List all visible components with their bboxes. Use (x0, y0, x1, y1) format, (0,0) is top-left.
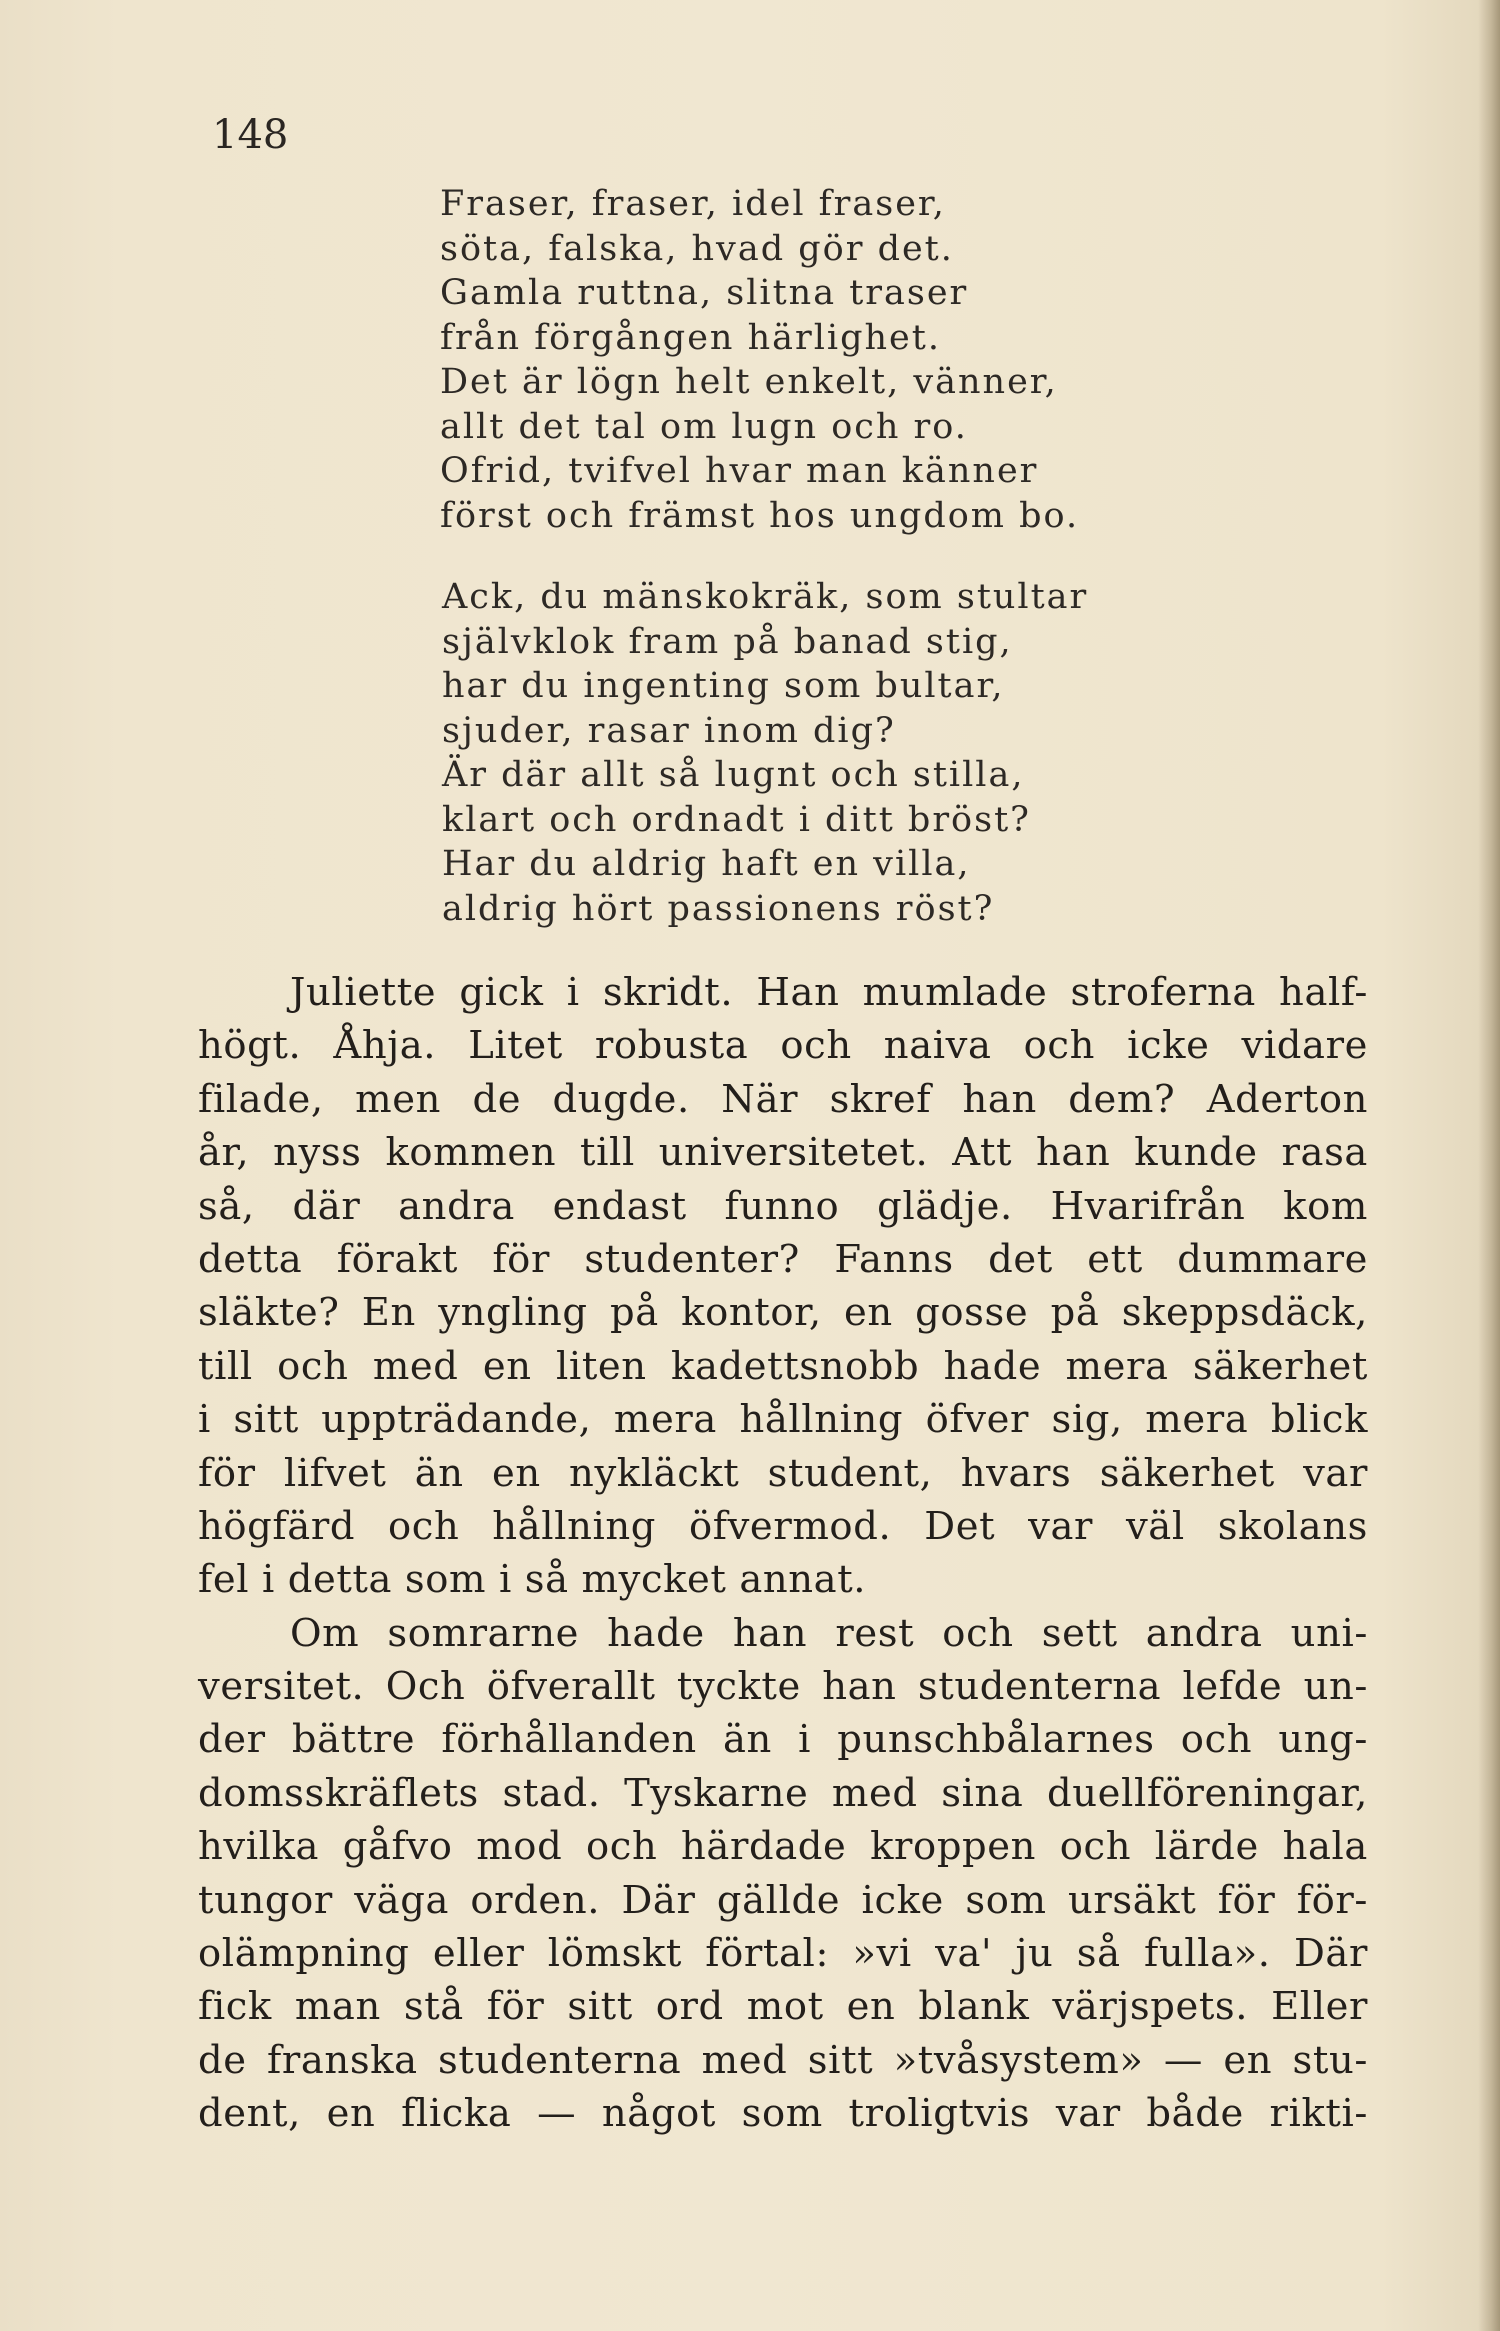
text-line: de franska studenterna med sitt »tvåsystem» — en stu- (198, 2037, 1368, 2083)
poem-line: först och främst hos ungdom bo. (440, 495, 1080, 536)
text-line: Juliette gick i skridt. Han mumlade stroferna half- (290, 970, 1368, 1015)
text-line: för lifvet än en nykläckt student, hvars säkerhet var (198, 1450, 1368, 1496)
poem-line: Ack, du mänskokräk, som stultar (442, 577, 1089, 617)
poem-line: allt det tal om lugn och ro. (440, 406, 968, 447)
text-line: år, nyss kommen till universitetet. Att han kunde rasa (198, 1130, 1368, 1176)
poem-line: från förgången härlighet. (440, 317, 941, 358)
text-line: filade, men de dugde. När skref han dem? Aderton (198, 1076, 1368, 1122)
text-line: detta förakt för studenter? Fanns det ett dummare (198, 1236, 1368, 1282)
text-line: olämpning eller lömskt förtal: »vi va' ju så fulla». Där (198, 1931, 1368, 1977)
text-line: i sitt uppträdande, mera hållning öfver sig, mera blick (198, 1397, 1368, 1443)
text-line: till och med en liten kadettsnobb hade mera säkerhet (198, 1343, 1368, 1389)
poem-line: Gamla ruttna, slitna traser (440, 273, 969, 313)
page-edge-shadow (1478, 0, 1500, 2331)
poem-line: klart och ordnadt i ditt bröst? (442, 799, 1031, 840)
poem-line: sjuder, rasar inom dig? (442, 710, 896, 751)
text-line: der bättre förhållanden än i punschbålarnes och ung- (198, 1717, 1368, 1763)
poem-line: har du ingenting som bultar, (442, 666, 1005, 706)
text-line: Om somrarne hade han rest och sett andra uni- (290, 1610, 1368, 1656)
poem-line: Är där allt så lugnt och stilla, (442, 755, 1025, 795)
text-line: släkte? En yngling på kontor, en gosse på skeppsdäck, (198, 1290, 1368, 1336)
poem-line: självklok fram på banad stig, (442, 621, 1013, 662)
text-line: så, där andra endast funno glädje. Hvarifrån kom (198, 1183, 1368, 1229)
text-line: högt. Åhja. Litet robusta och naiva och icke vidare (198, 1023, 1368, 1069)
poem-line: söta, falska, hvad gör det. (440, 228, 954, 269)
text-line: dent, en flicka — något som troligtvis var både rikti- (198, 2091, 1368, 2137)
paragraph-2 (198, 1607, 1368, 2141)
text-line: högfärd och hållning öfvermod. Det var väl skolans (198, 1503, 1368, 1549)
text-line: tungor väga orden. Där gällde icke som ursäkt för för- (198, 1877, 1368, 1923)
text-line: hvilka gåfvo mod och härdade kroppen och lärde hala (198, 1824, 1368, 1870)
prose-text (198, 966, 1368, 2141)
text-line: fel i detta som i så mycket annat. (198, 1557, 867, 1603)
poem-line: Ofrid, tvifvel hvar man känner (440, 451, 1039, 491)
text-line: domsskräflets stad. Tyskarne med sina duellföreningar, (198, 1770, 1368, 1816)
poem-line: Har du aldrig haft en villa, (442, 844, 971, 884)
poem-line: aldrig hört passionens röst? (442, 888, 995, 929)
poem-line: Det är lögn helt enkelt, vänner, (440, 362, 1058, 402)
poem-stanza-1 (440, 182, 1079, 538)
paragraph-1 (198, 966, 1368, 1607)
poem-line: Fraser, fraser, idel fraser, (440, 184, 946, 224)
poem-stanza-2 (442, 575, 1088, 931)
page-number: 148 (212, 112, 289, 158)
text-line: fick man stå för sitt ord mot en blank värjspets. Eller (198, 1984, 1368, 2030)
text-line: versitet. Och öfverallt tyckte han studenterna lefde un- (198, 1664, 1368, 1710)
